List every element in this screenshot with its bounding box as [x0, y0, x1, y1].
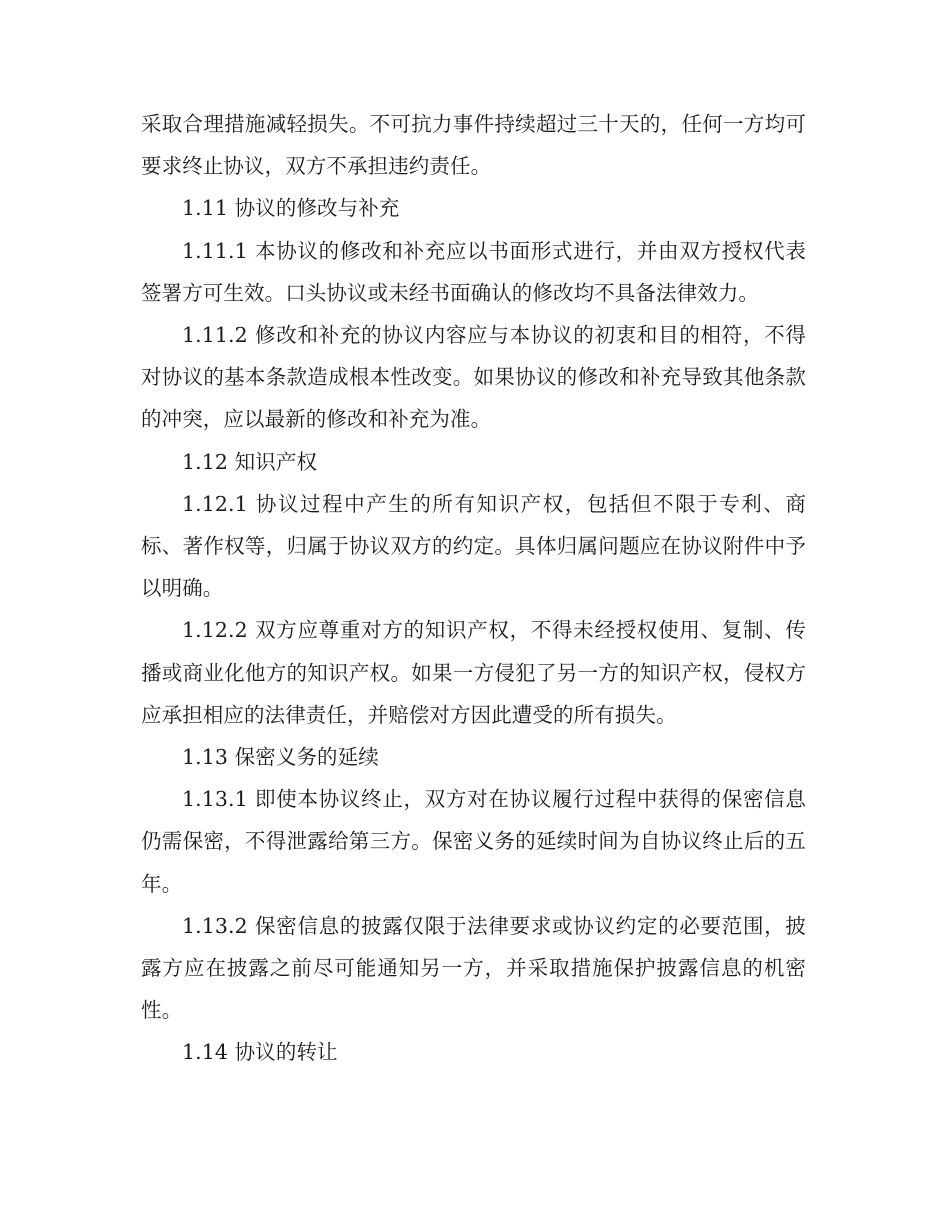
- section-heading-1-12: 1.12 知识产权: [182, 449, 318, 474]
- document-body: [141, 103, 806, 1074]
- section-heading-1-11: 1.11 协议的修改与补充: [182, 196, 400, 221]
- clause-1-11-2: 1.11.2 修改和补充的协议内容应与本协议的初衷和目的相符，不得对协议的基本条款造成根本性改变。如果协议的修改和补充导致其他条款的冲突，应以最新的修改和补充为准。: [141, 323, 806, 432]
- clause-1-12-1: 1.12.1 协议过程中产生的所有知识产权，包括但不限于专利、商标、著作权等，归属于协议双方的约定。具体归属问题应在协议附件中予以明确。: [141, 491, 806, 601]
- clause-1-11-1: 1.11.1 本协议的修改和补充应以书面形式进行，并由双方授权代表签署方可生效。口头协议或未经书面确认的修改均不具备法律效力。: [141, 238, 806, 305]
- section-heading-1-14: 1.14 协议的转让: [182, 1040, 338, 1065]
- clause-1-12-2: 1.12.2 双方应尊重对方的知识产权，不得未经授权使用、复制、传播或商业化他方的知识产权。如果一方侵犯了另一方的知识产权，侵权方应承担相应的法律责任，并赔偿对方因此遭受的所有损失。: [141, 618, 806, 727]
- paragraph-continuation: 采取合理措施减轻损失。不可抗力事件持续超过三十天的，任何一方均可要求终止协议，双方不承担违约责任。: [141, 112, 806, 179]
- clause-1-13-1: 1.13.1 即使本协议终止，双方对在协议履行过程中获得的保密信息仍需保密，不得泄露给第三方。保密义务的延续时间为自协议终止后的五年。: [141, 787, 806, 896]
- clause-1-13-2: 1.13.2 保密信息的披露仅限于法律要求或协议约定的必要范围，披露方应在披露之前尽可能通知另一方，并采取措施保护披露信息的机密性。: [141, 913, 806, 1023]
- section-heading-1-13: 1.13 保密义务的延续: [182, 745, 379, 770]
